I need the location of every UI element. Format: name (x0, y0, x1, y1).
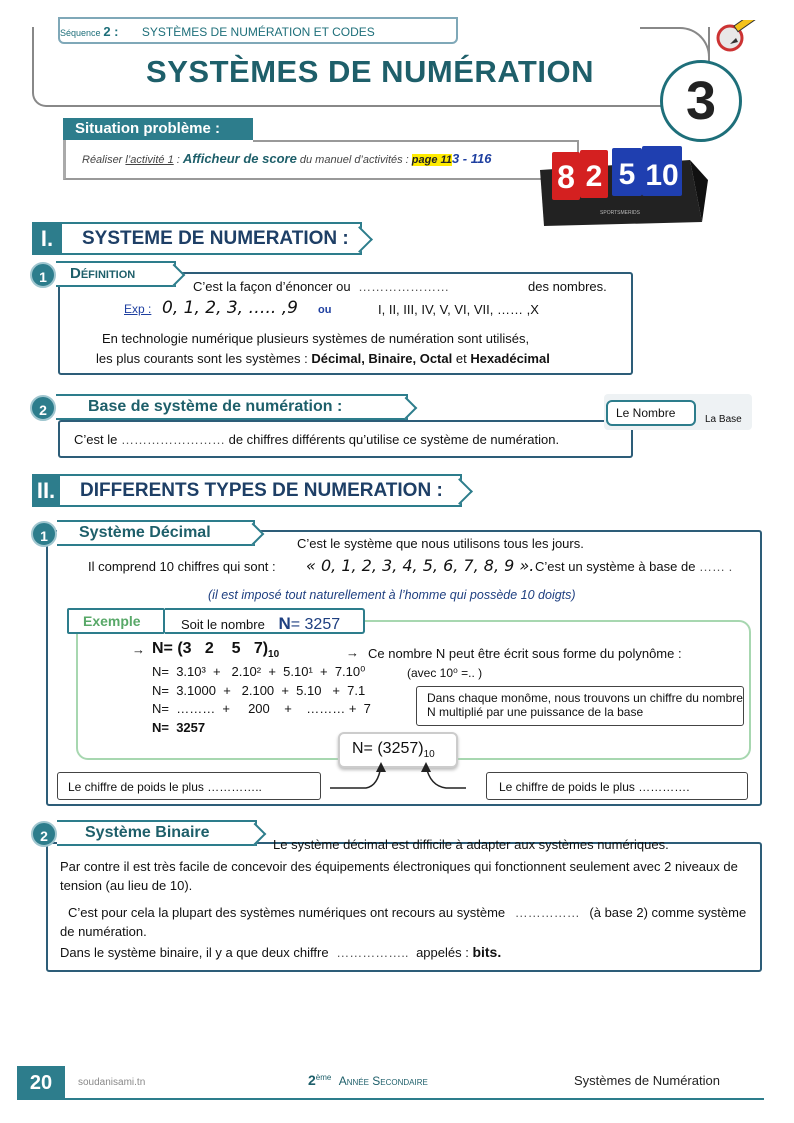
binaire-line4-b: appelés : (416, 945, 469, 960)
binaire-label-text: Système Binaire (85, 824, 210, 841)
n-form-sub: 10 (268, 649, 280, 661)
binaire-line1: Le système décimal est difficile à adapter aux systèmes numériques. (273, 837, 669, 852)
footer-year-num: 2 (308, 1072, 316, 1088)
page-suffix: 3 - 116 (451, 151, 492, 166)
example-roman: I, II, III, IV, V, VI, VII, …… ,X (378, 302, 539, 317)
sequence-tab (58, 17, 458, 44)
base-text-dots: …………………… (120, 432, 225, 447)
poly-4: N= 3257 (152, 720, 206, 735)
arrow-right-icon: → (132, 642, 145, 657)
scoreboard-image (530, 140, 710, 230)
binaire-line3-dots: …………… (514, 905, 580, 920)
example-n: N (278, 614, 291, 633)
poids-left: Le chiffre de poids le plus ………….. (57, 772, 321, 800)
manual-text: du manuel d’activités : (299, 154, 409, 166)
poly-3: N= ……… + 200 + ……… + 7 (152, 701, 371, 716)
base-label-text: Base de système de numération : (88, 398, 343, 415)
arrow-right-icon-2: → (346, 645, 359, 660)
def-line4 (96, 351, 550, 366)
poids-arrows (326, 760, 466, 790)
score-digit-4: 10 (645, 159, 679, 192)
footer-chapter: Systèmes de Numération (574, 1073, 720, 1088)
decimal-line2-b (535, 559, 732, 574)
activity-link[interactable]: l’activité 1 (125, 154, 174, 166)
def-line1-b: des nombres. (528, 279, 607, 294)
score-digit-1: 8 (557, 159, 575, 195)
option-le-nombre[interactable]: Le Nombre (606, 400, 696, 426)
activity-name: Afficheur de score (182, 151, 297, 166)
page-title: SYSTÈMES DE NUMÉRATION (146, 54, 594, 89)
example-tab: Exemple (67, 608, 165, 634)
footer-year-sup: ème (315, 1073, 332, 1082)
def-line4-a: les plus courants sont les systèmes : (96, 351, 308, 366)
binaire-line4-c: bits. (472, 944, 502, 960)
footer-year (308, 1072, 428, 1088)
situation-prefix: Réaliser (82, 154, 123, 166)
binaire-label (57, 820, 257, 846)
footer-line (64, 1098, 764, 1100)
score-digit-2: 2 (585, 160, 603, 193)
n-form-text: N= (3 2 5 7) (152, 640, 269, 657)
situation-colon: : (173, 154, 180, 166)
definition-line1 (193, 279, 449, 294)
section-1-title: SYSTEME DE NUMERATION : (62, 222, 362, 255)
sequence-title: SYSTÈMES DE NUMÉRATION ET CODES (141, 25, 375, 39)
poids-right: Le chiffre de poids le plus …………. (486, 772, 748, 800)
def-line4-b: Décimal, Binaire, Octal (311, 351, 453, 366)
binaire-line4-a: Dans le système binaire, il y a que deux chiffre (60, 945, 329, 960)
example-label: Exp : (124, 302, 152, 316)
example-intro-text: Soit le nombre (181, 617, 265, 632)
base-number: 2 (30, 395, 56, 421)
poly-2: N= 3.1000 + 2.100 + 5.10 + 7.1 (152, 683, 366, 698)
section-2-number: II. (32, 474, 60, 507)
binaire-line3-b: (à base 2) comme système de numération. (60, 905, 747, 939)
sequence-number: 2 : (103, 24, 119, 39)
poly-1-note: (avec 10⁰ =.. ) (407, 666, 483, 680)
def-line1-dots: ………………… (358, 279, 450, 294)
def-line4-c: et (455, 351, 467, 366)
def-line4-d: Hexadécimal (470, 351, 550, 366)
n-final-sub: 10 (423, 749, 435, 761)
example-intro (165, 608, 365, 634)
definition-number: 1 (30, 262, 56, 288)
definition-label: Définition (56, 261, 176, 287)
example-ou: ou (318, 304, 332, 316)
n-final-text: N= (3257) (352, 740, 424, 757)
scoreboard-brand: SPORTSMERIDS (600, 210, 640, 216)
section-1-number: I. (32, 222, 62, 255)
score-digit-3: 5 (618, 158, 636, 191)
binaire-line4-dots: …………….. (336, 945, 409, 960)
example-arabic: 0, 1, 2, 3, ….. ,9 (162, 298, 298, 318)
base-text-b: de chiffres différents qu’utilise ce système de numération. (228, 432, 560, 447)
binaire-line3-a: C’est pour cela la plupart des systèmes numériques ont recours au système (68, 905, 506, 920)
decimal-line2-dots: …… . (699, 559, 733, 574)
pencil-icon (716, 20, 758, 56)
section-2-title: DIFFERENTS TYPES DE NUMERATION : (60, 474, 462, 507)
poly-1: N= 3.10³ + 2.10² + 5.10¹ + 7.10⁰ (152, 664, 366, 679)
footer-site: soudanisami.tn (78, 1077, 146, 1088)
situation-label: Situation problème : (63, 118, 253, 140)
chapter-number: 3 (660, 60, 742, 142)
footer-year-text: Année Secondaire (338, 1074, 428, 1088)
base-text-a: C’est le (74, 432, 118, 447)
decimal-line1: C’est le système que nous utilisons tous les jours. (297, 536, 584, 551)
option-la-base[interactable]: La Base (705, 414, 742, 425)
situation-box (63, 140, 579, 180)
decimal-label-text: Système Décimal (79, 524, 211, 541)
example-eq: = 3257 (290, 616, 341, 633)
decimal-line2-a: Il comprend 10 chiffres qui sont : (88, 559, 276, 574)
page-highlight: page 11 (411, 154, 452, 166)
n-form (152, 640, 279, 660)
binaire-number: 2 (31, 821, 57, 847)
def-line1-a: C’est la façon d’énoncer ou (193, 279, 351, 294)
decimal-number: 1 (31, 521, 57, 547)
monome-callout: Dans chaque monôme, nous trouvons un chiffre du nombre N multiplié par une puissance de la base (416, 686, 744, 726)
decimal-digits: « 0, 1, 2, 3, 4, 5, 6, 7, 8, 9 ». (306, 556, 535, 575)
def-line3: En technologie numérique plusieurs systèmes de numération sont utilisés, (102, 331, 530, 346)
base-text (74, 432, 559, 447)
arrow-text: Ce nombre N peut être écrit sous forme du polynôme : (368, 646, 682, 661)
base-label (56, 394, 408, 420)
decimal-line2-b-text: C’est un système à base de (535, 559, 696, 574)
binaire-line3 (60, 903, 750, 941)
decimal-note: (il est imposé tout naturellement à l’homme qui possède 10 doigts) (208, 588, 576, 602)
page-number: 20 (17, 1066, 65, 1100)
decimal-label (57, 520, 255, 546)
sequence-label: Séquence (60, 28, 101, 38)
binaire-line4 (60, 944, 501, 960)
binaire-line2: Par contre il est très facile de concevoir des équipements électroniques qui fonctionnent seulement avec 2 niveaux de tension (au lieu de 10). (60, 859, 738, 893)
